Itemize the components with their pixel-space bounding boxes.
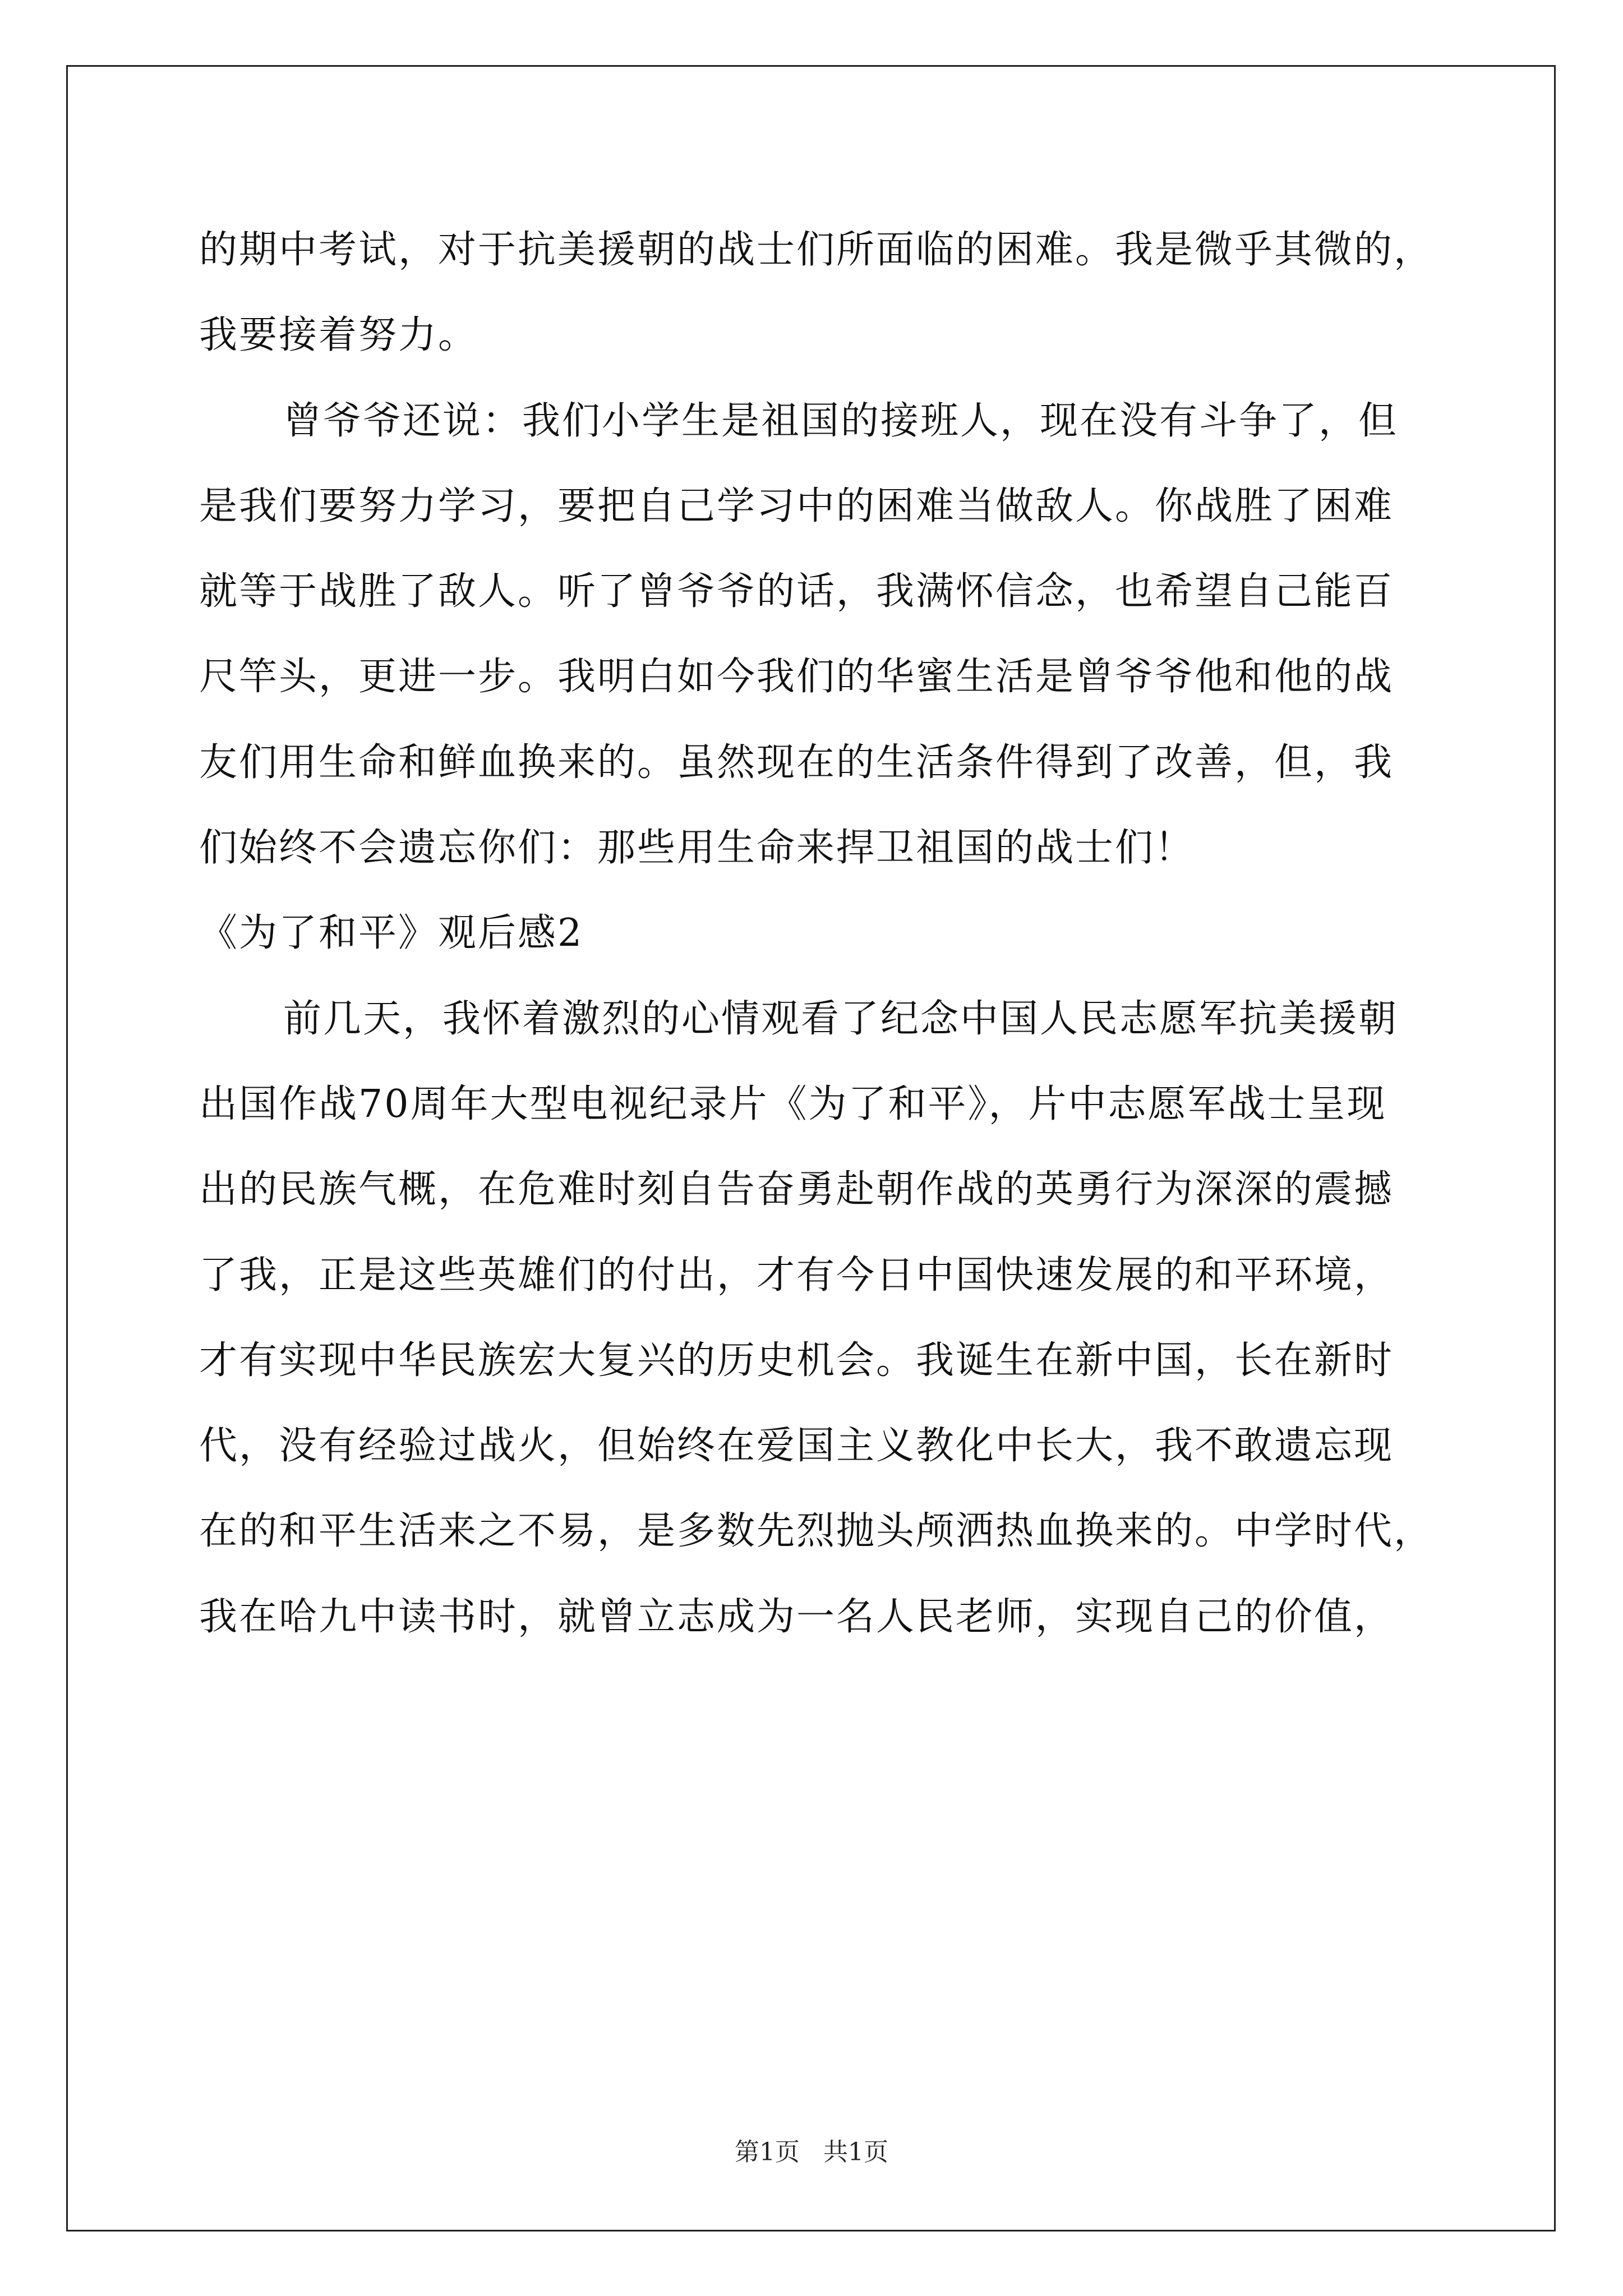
text-line: 在的和平生活来之不易，是多数先烈抛头颅洒热血换来的。中学时代， xyxy=(199,1509,1434,1554)
text-line: 尺竿头，更进一步。我明白如今我们的华蜜生活是曾爷爷他和他的战 xyxy=(199,655,1394,700)
page-number: 第1页 共1页 xyxy=(735,2138,888,2166)
text-line: 的期中考试，对于抗美援朝的战士们所面临的困难。我是微乎其微的， xyxy=(199,228,1434,272)
text-line: 代，没有经验过战火，但始终在爱国主义教化中长大，我不敢遗忘现 xyxy=(199,1424,1394,1469)
text-line: 友们用生命和鲜血换来的。虽然现在的生活条件得到了改善，但，我 xyxy=(199,740,1394,785)
text-line: 们始终不会遗忘你们：那些用生命来捍卫祖国的战士们！ xyxy=(199,826,1195,871)
text-line: 了我，正是这些英雄们的付出，才有今日中国快速发展的和平环境， xyxy=(199,1253,1394,1297)
text-line: 曾爷爷还说：我们小学生是祖国的接班人，现在没有斗争了，但 xyxy=(283,398,1399,443)
text-line: 是我们要努力学习，要把自己学习中的困难当做敌人。你战胜了困难 xyxy=(199,484,1394,528)
text-line: 我在哈九中读书时，就曾立志成为一名人民老师，实现自己的价值， xyxy=(199,1594,1394,1639)
document-body xyxy=(199,208,1455,1660)
text-line: 才有实现中华民族宏大复兴的历史机会。我诞生在新中国，长在新时 xyxy=(199,1338,1394,1383)
text-line: 出国作战70周年大型电视纪录片《为了和平》，片中志愿军战士呈现 xyxy=(199,1082,1387,1126)
section-heading: 《为了和平》观后感2 xyxy=(199,911,584,956)
text-line: 出的民族气概，在危难时刻自告奋勇赴朝作战的英勇行为深深的震撼 xyxy=(199,1167,1394,1212)
text-line: 前几天，我怀着激烈的心情观看了纪念中国人民志愿军抗美援朝 xyxy=(283,996,1399,1041)
text-line: 就等于战胜了敌人。听了曾爷爷的话，我满怀信念，也希望自己能百 xyxy=(199,569,1394,614)
text-line: 我要接着努力。 xyxy=(199,313,478,358)
